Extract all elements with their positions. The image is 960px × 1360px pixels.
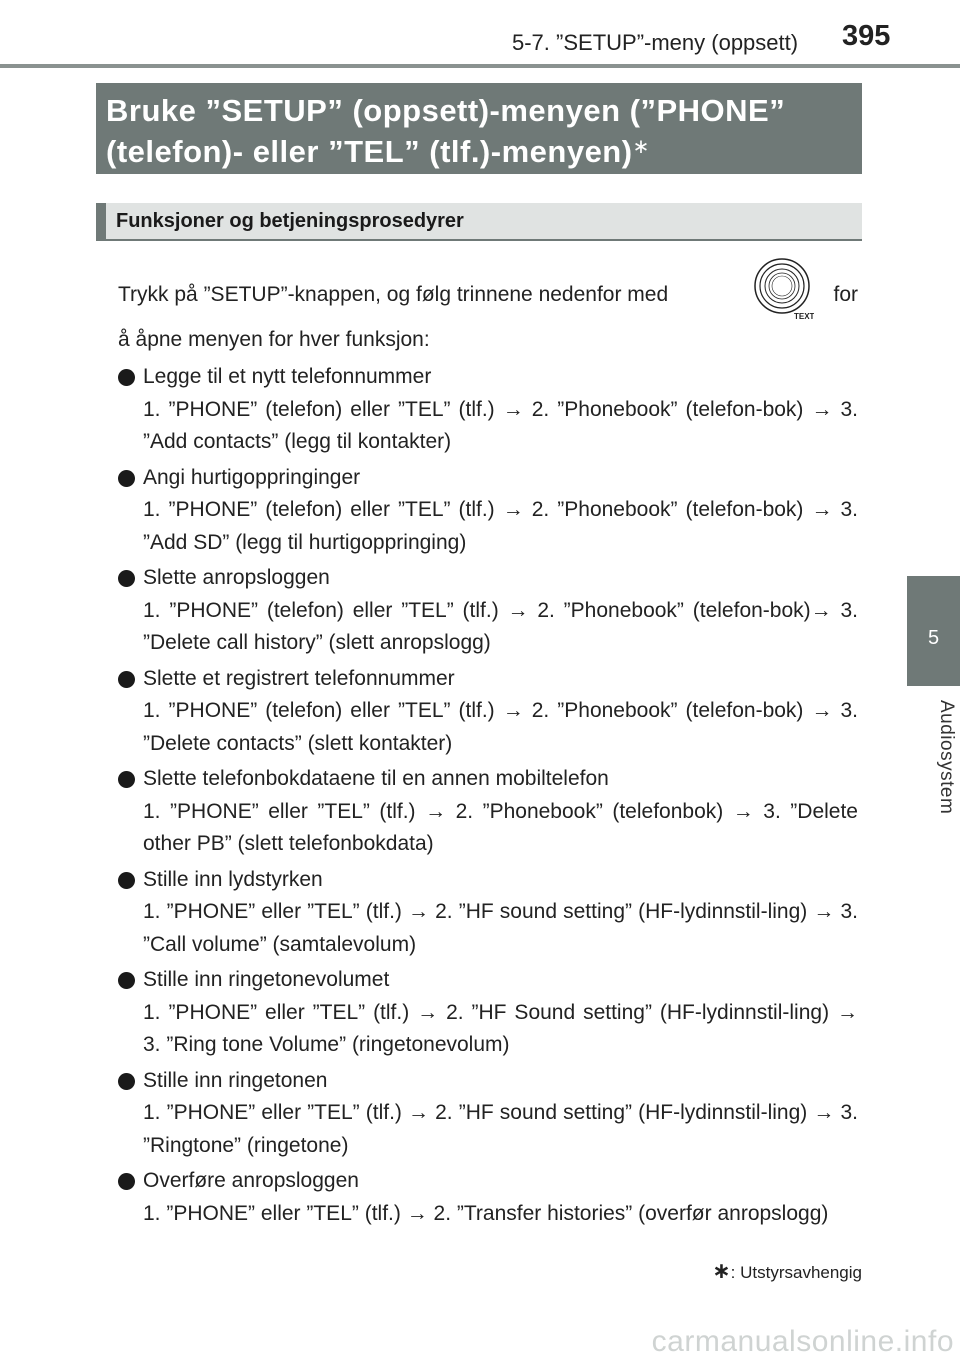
bullet-icon: [118, 771, 135, 788]
intro-text-line1: [118, 283, 858, 307]
list-item: [118, 1065, 858, 1163]
list-item: [118, 462, 858, 560]
list-item-steps: 1. ”PHONE” eller ”TEL” (tlf.) → 2. ”HF sound setting” (HF-lydinnstil-ling) → 3. ”Ringtone” (ringetone): [143, 1101, 858, 1157]
list-item-steps: 1. ”PHONE” eller ”TEL” (tlf.) → 2. ”HF sound setting” (HF-lydinnstil-ling) → 3. ”Call volume” (samtalevolum): [143, 900, 858, 956]
chapter-number: 5: [927, 627, 940, 649]
subsection-heading: Funksjoner og betjeningsprosedyrer: [96, 203, 862, 241]
intro-text-end: for: [833, 283, 858, 306]
list-item: [118, 361, 858, 459]
bullet-icon: [118, 369, 135, 386]
bullet-icon: [118, 872, 135, 889]
title-asterisk: ∗: [632, 136, 650, 158]
intro-text-line2: å åpne menyen for hver funksjon:: [118, 328, 430, 351]
list-item: [118, 663, 858, 761]
bullet-icon: [118, 570, 135, 587]
list-item-title: Stille inn lydstyrken: [118, 864, 858, 897]
knob-label: TEXT: [794, 312, 814, 319]
list-item-steps: 1. ”PHONE” eller ”TEL” (tlf.) → 2. ”Transfer histories” (overfør anropslogg): [143, 1201, 829, 1225]
list-item: [118, 562, 858, 660]
bullet-icon: [118, 1173, 135, 1190]
list-item: [118, 763, 858, 861]
list-item-steps: 1. ”PHONE” (telefon) eller ”TEL” (tlf.) → 2. ”Phonebook” (telefon-bok) → 3. ”Add SD” (legg til hurtigoppringing): [143, 498, 858, 554]
list-item-title: Overføre anropsloggen: [118, 1165, 858, 1198]
list-item-steps: 1. ”PHONE” eller ”TEL” (tlf.) → 2. ”HF Sound setting” (HF-lydinnstil-ling) → 3. ”Ring tone Volume” (ringetonevolum): [143, 1000, 858, 1056]
list-item-title: Stille inn ringetonen: [118, 1065, 858, 1098]
list-item-steps: 1. ”PHONE” (telefon) eller ”TEL” (tlf.) → 2. ”Phonebook” (telefon-bok) → 3. ”Add contacts” (legg til kontakter): [143, 397, 858, 453]
list-item-title: Slette anropsloggen: [118, 562, 858, 595]
list-item-title: Angi hurtigoppringinger: [118, 462, 858, 495]
list-item-title: Slette et registrert telefonnummer: [118, 663, 858, 696]
header-rule: [0, 64, 960, 68]
watermark: carmanualsonline.info: [651, 1325, 954, 1358]
chapter-tab: [907, 576, 960, 686]
list-item-steps: 1. ”PHONE” (telefon) eller ”TEL” (tlf.) → 2. ”Phonebook” (telefon-bok)→ 3. ”Delete call history” (slett anropslogg): [143, 598, 858, 654]
footnote: [712, 1258, 862, 1284]
section-title-line2: (telefon)- eller ”TEL” (tlf.)-menyen)∗: [106, 134, 650, 169]
list-item: [118, 964, 858, 1062]
intro-text-start: Trykk på ”SETUP”-knappen, og følg trinnene nedenfor med: [118, 283, 669, 306]
list-item-title: Stille inn ringetonevolumet: [118, 964, 858, 997]
footnote-marker: ∗: [712, 1258, 731, 1283]
section-title-line1: Bruke ”SETUP” (oppsett)-menyen (”PHONE”: [106, 93, 786, 128]
list-item-title: Slette telefonbokdataene til en annen mobiltelefon: [118, 763, 858, 796]
list-item: [118, 864, 858, 962]
tune-knob-icon: [752, 257, 814, 319]
section-header: 5-7. ”SETUP”-meny (oppsett): [512, 30, 799, 55]
list-item-title: Legge til et nytt telefonnummer: [118, 361, 858, 394]
bullet-icon: [118, 1073, 135, 1090]
list-item: [118, 1165, 858, 1230]
page-number: 395: [842, 20, 891, 52]
bullet-icon: [118, 470, 135, 487]
function-list: [118, 361, 858, 1233]
bullet-icon: [118, 671, 135, 688]
footnote-text: : Utstyrsavhengig: [730, 1263, 862, 1282]
chapter-label: Audiosystem: [936, 700, 957, 815]
section-title: [96, 83, 862, 174]
list-item-steps: 1. ”PHONE” (telefon) eller ”TEL” (tlf.) → 2. ”Phonebook” (telefon-bok) → 3. ”Delete contacts” (slett kontakter): [143, 699, 858, 755]
bullet-icon: [118, 972, 135, 989]
list-item-steps: 1. ”PHONE” eller ”TEL” (tlf.) → 2. ”Phonebook” (telefonbok) → 3. ”Delete other PB” (slett telefonbokdata): [143, 799, 858, 855]
